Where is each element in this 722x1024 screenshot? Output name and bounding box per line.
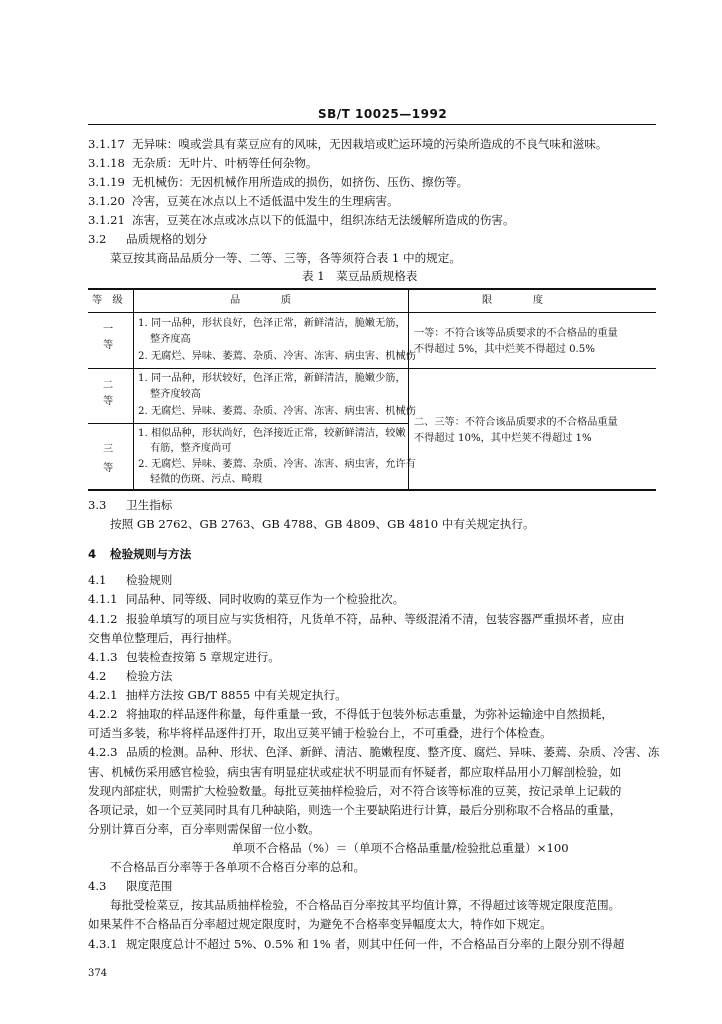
section-3-3-heading: 3.3 卫生指标 [88,498,173,512]
clause-4-2-1: 4.2.1 抽样方法按 GB/T 8855 中有关规定执行。 [88,688,347,702]
clause-4-1-1: 4.1.1 同品种、同等级、同时收购的菜豆作为一个检验批次。 [88,592,405,606]
limit-second-third-2: 不得超过 10%，其中烂荚不得超过 1% [414,433,592,444]
clause-4-1-3: 4.1.3 包装检查按第 5 章规定进行。 [88,650,280,664]
section-3-3-text: 按照 GB 2762、GB 2763、GB 4788、GB 4809、GB 4810 中有关规定执行。 [110,517,535,531]
chapter-4-heading: 4 检验规则与方法 [88,547,192,561]
table-header-quality: 品 质 [230,295,292,306]
standard-number: SB/T 10025—1992 [318,107,448,121]
quality-first-2: 2. 无腐烂、异味、萎蔫、杂质、冷害、冻害、病虫害、机械伤 [138,351,416,362]
clause-4-2-3-line-2: 发现内部症状，则需扩大检验数量。每批豆荚抽样检验后，对不符合该等标准的豆荚，按记录单上记载的 [88,784,622,798]
clause-4-2-3-after: 不合格品百分率等于各单项不合格百分率的总和。 [110,860,366,874]
table-header-limit: 限 度 [482,295,544,306]
quality-third-1b: 有筋，整齐度尚可 [150,443,232,454]
quality-third-1: 1. 相似品种，形状尚好，色泽接近正常，较新鲜清洁，较嫩 [138,428,406,439]
quality-third-2: 2. 无腐烂、异味、萎蔫、杂质、冷害、冻害、病虫害，允许有 [138,459,416,470]
formula: 单项不合格品（%）＝（单项不合格品重量/检验批总重量）×100 [232,841,569,855]
limit-first-2: 不得超过 5%，其中烂荚不得超过 0.5% [414,344,595,355]
quality-second-1: 1. 同一品种，形状较好，色泽正常，新鲜清洁，脆嫩少筋， [138,373,406,384]
section-3-2-text: 菜豆按其商品品质分一等、二等、三等，各等须符合表 1 中的规定。 [110,251,461,265]
table-header-grade: 等 级 [92,295,123,306]
grade-third: 三等 [103,444,114,474]
quality-first-1: 1. 同一品种，形状良好，色泽正常，新鲜清洁，脆嫩无筋， [138,318,406,329]
quality-third-2b: 轻微的伤斑、污点、畸瑕 [150,474,263,485]
clause-4-2-2: 4.2.2 将抽取的样品逐件称量，每件重量一致，不得低于包装外标志重量，为弥补运输途中自然损耗， [88,707,613,721]
header-rule [88,124,656,125]
grade-second: 二等 [103,380,114,407]
section-4-3-line-1: 每批受检菜豆，按其品质抽样检验，不合格品百分率按其平均值计算，不得超过该等规定限度范围。 [110,898,621,912]
clause-4-1-2-cont: 交售单位整理后，再行抽样。 [88,631,239,645]
limit-second-third-1: 二、三等：不符合该品质要求的不合格品重量 [414,417,618,428]
page-number: 374 [88,968,108,979]
definition-3-1-17: 3.1.17 无异味：嗅或尝具有菜豆应有的风味，无因栽培或贮运环境的污染所造成的不良气味和滋味。 [88,137,608,151]
definition-3-1-19: 3.1.19 无机械伤：无因机械作用所造成的损伤，如挤伤、压伤、擦伤等。 [88,175,469,189]
clause-4-2-3-line-1: 害、机械伤采用感官检验，病虫害有明显症状或症状不明显而有怀疑者，都应取样品用小刀解剖检验，如 [88,765,622,779]
section-3-2-heading: 3.2 品质规格的划分 [88,232,208,246]
section-4-3-line-2: 如果某件不合格品百分率超过规定限度时，为避免不合格率变异幅度太大，特作如下规定。 [88,917,552,931]
clause-4-2-3: 4.2.3 品质的检测。品种、形状、色泽、新鲜、清洁、脆嫩程度、整齐度、腐烂、异味、萎蔫、杂质、冷害、冻 [88,745,660,759]
section-4-3-heading: 4.3 限度范围 [88,879,173,893]
definition-3-1-18: 3.1.18 无杂质：无叶片、叶柄等任何杂物。 [88,156,318,170]
quality-first-1b: 整齐度高 [150,334,191,345]
clause-4-3-1: 4.3.1 规定限度总计不超过 5%、0.5% 和 1% 者，则其中任何一件，不合格品百分率的上限分别不得超 [88,937,625,951]
definition-3-1-21: 3.1.21 冻害，豆荚在冰点或冰点以下的低温中，组织冻结无法缓解所造成的伤害。 [88,213,515,227]
clause-4-2-3-line-3: 各项记录，如一个豆荚同时具有几种缺陷，则选一个主要缺陷进行计算，最后分别称取不合格品的重量， [88,803,622,817]
table-caption: 表 1 菜豆品质规格表 [302,269,418,283]
clause-4-1-2: 4.1.2 报验单填写的项目应与实货相符，凡货单不符，品种、等级混淆不清，包装容器严重损坏者，应由 [88,612,625,626]
clause-4-2-3-line-4: 分别计算百分率，百分率则需保留一位小数。 [88,822,320,836]
quality-second-1b: 整齐度较高 [150,389,201,400]
grade-first: 一等 [103,324,114,351]
quality-second-2: 2. 无腐烂、异味、萎蔫、杂质、冷害、冻害、病虫害、机械伤 [138,406,416,417]
definition-3-1-20: 3.1.20 冷害，豆荚在冰点以上不适低温中发生的生理病害。 [88,194,399,208]
section-4-1-heading: 4.1 检验规则 [88,573,173,587]
section-4-2-heading: 4.2 检验方法 [88,669,173,683]
limit-first-1: 一等：不符合该等品质要求的不合格品的重量 [414,328,618,339]
clause-4-2-2-cont: 可适当多装，称毕将样品逐件打开，取出豆荚平铺于检验台上，不可重叠，进行个体检查。 [88,726,552,740]
